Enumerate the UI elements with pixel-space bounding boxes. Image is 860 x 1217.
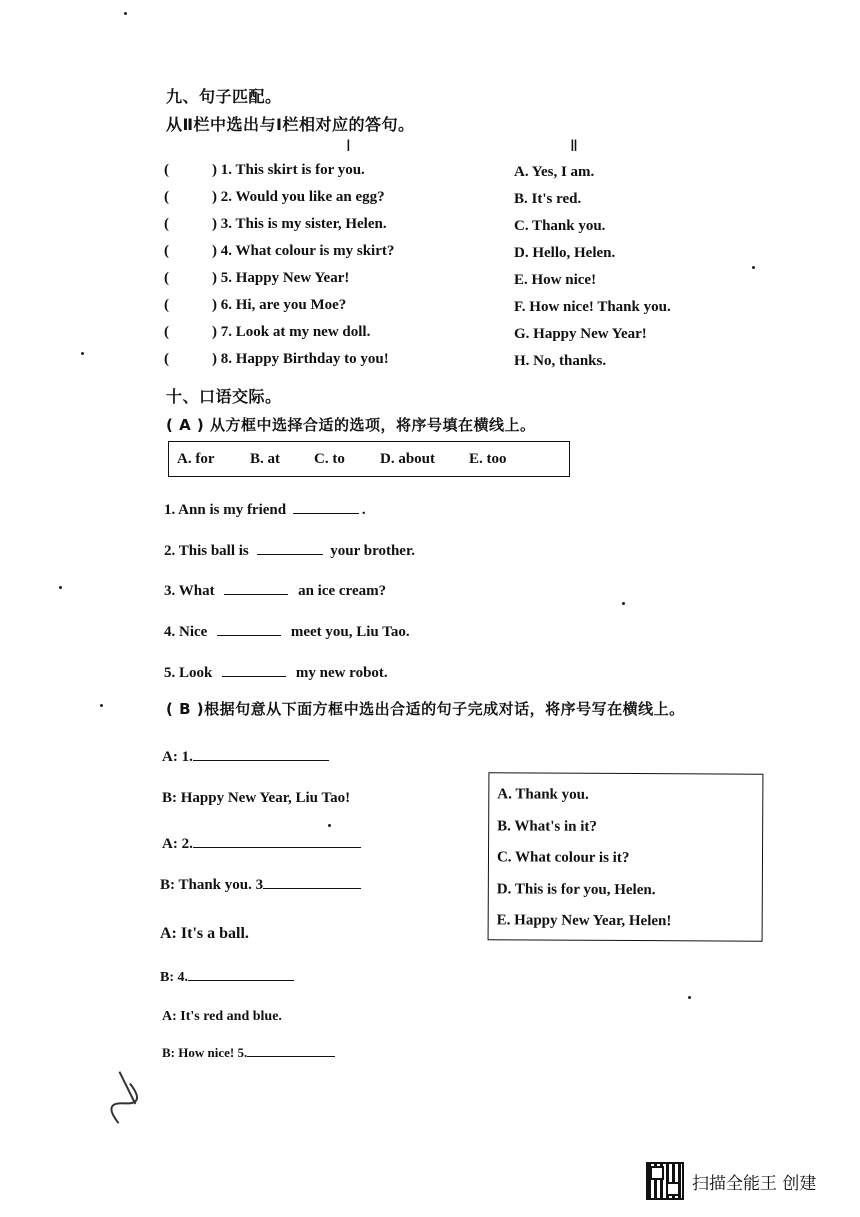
match-question	[164, 162, 365, 179]
part-a-instruction: ( A ) 从方框中选择合适的选项，将序号填在横线上。	[166, 416, 536, 434]
word-option: C. to	[314, 451, 345, 467]
dialogue-text: B: 4.	[160, 970, 188, 985]
answer-paren[interactable]: (	[164, 189, 169, 205]
sentence-option: E. Happy New Year, Helen!	[496, 912, 672, 930]
fill-item-text: .	[361, 502, 366, 518]
fill-item-text: 3. What	[164, 583, 215, 599]
answer-paren[interactable]: (	[164, 351, 169, 367]
question-text: ) 4. What colour is my skirt?	[212, 243, 395, 259]
scan-speck	[328, 824, 331, 827]
match-question	[164, 351, 389, 368]
fill-item	[164, 583, 386, 600]
match-question	[164, 216, 387, 233]
answer-blank[interactable]	[217, 634, 281, 636]
match-question	[164, 324, 370, 341]
answer-paren[interactable]: (	[164, 324, 169, 340]
scan-speck	[622, 602, 625, 605]
sentence-option: B. What's in it?	[497, 818, 597, 835]
match-answer: F. How nice! Thank you.	[514, 299, 671, 315]
match-answer: C. Thank you.	[514, 218, 606, 234]
column-1-header: Ⅰ	[346, 138, 351, 155]
question-text: ) 3. This is my sister, Helen.	[212, 216, 387, 232]
answer-blank[interactable]	[193, 759, 329, 761]
answer-blank[interactable]	[193, 846, 361, 848]
dialogue-text: A: It's a ball.	[160, 925, 249, 942]
fill-item-text: my new robot.	[295, 665, 388, 681]
scan-speck	[100, 704, 103, 707]
question-text: ) 5. Happy New Year!	[212, 270, 350, 286]
match-answer: D. Hello, Helen.	[514, 245, 616, 261]
answer-paren[interactable]: (	[164, 162, 169, 178]
section-10-title: 十、口语交际。	[166, 387, 282, 406]
scan-speck	[752, 266, 755, 269]
section-9-instruction: 从Ⅱ栏中选出与Ⅰ栏相对应的答句。	[166, 115, 415, 134]
match-question	[164, 270, 349, 287]
fill-item	[164, 502, 366, 519]
answer-blank[interactable]	[263, 887, 361, 889]
fill-item-text: your brother.	[330, 543, 415, 559]
match-question	[164, 297, 346, 314]
dialogue-line	[160, 925, 249, 943]
answer-blank[interactable]	[224, 593, 288, 595]
scan-speck	[81, 352, 84, 355]
match-answer: E. How nice!	[514, 272, 597, 288]
match-question	[164, 243, 394, 260]
dialogue-text: A: 2.	[162, 836, 193, 852]
handwritten-mark	[90, 1061, 160, 1136]
sentence-option: D. This is for you, Helen.	[496, 881, 656, 899]
answer-paren[interactable]: (	[164, 297, 169, 313]
word-options-box	[168, 441, 570, 477]
question-text: ) 7. Look at my new doll.	[212, 324, 371, 340]
scan-speck	[688, 996, 691, 999]
fill-item-text: meet you, Liu Tao.	[290, 624, 410, 640]
question-text: ) 6. Hi, are you Moe?	[212, 297, 347, 313]
answer-paren[interactable]: (	[164, 243, 169, 259]
sentence-options-box	[488, 772, 764, 941]
dialogue-line	[162, 1045, 335, 1061]
word-option: A. for	[177, 451, 215, 467]
word-option: B. at	[250, 451, 280, 467]
word-option: E. too	[469, 451, 507, 467]
column-2-header: Ⅱ	[570, 138, 578, 155]
dialogue-text: B: Thank you. 3	[160, 877, 264, 893]
fill-item	[164, 665, 388, 682]
qr-code-icon	[646, 1162, 684, 1200]
answer-blank[interactable]	[222, 675, 286, 677]
dialogue-text: B: Happy New Year, Liu Tao!	[162, 790, 351, 806]
question-text: ) 2. Would you like an egg?	[212, 189, 385, 205]
fill-item-text: 5. Look	[164, 665, 213, 681]
match-answer: H. No, thanks.	[514, 353, 607, 369]
match-question	[164, 189, 385, 206]
fill-item-text: 4. Nice	[164, 624, 208, 640]
dialogue-text: A: 1.	[162, 749, 193, 765]
sentence-option: A. Thank you.	[497, 786, 589, 803]
part-b-instruction: ( B )根据句意从下面方框中选出合适的句子完成对话，将序号写在横线上。	[166, 700, 685, 718]
dialogue-text: A: It's red and blue.	[162, 1009, 282, 1024]
match-answer: A. Yes, I am.	[514, 164, 595, 180]
fill-item	[164, 624, 410, 641]
answer-paren[interactable]: (	[164, 216, 169, 232]
dialogue-line	[160, 877, 361, 894]
dialogue-line	[162, 1009, 282, 1025]
dialogue-text: B: How nice! 5.	[162, 1045, 248, 1060]
question-text: ) 8. Happy Birthday to you!	[212, 351, 389, 367]
answer-paren[interactable]: (	[164, 270, 169, 286]
fill-item	[164, 543, 415, 560]
dialogue-line	[162, 749, 329, 766]
scan-speck	[59, 586, 62, 589]
dialogue-line	[162, 790, 350, 807]
scanner-footer	[646, 1162, 816, 1200]
answer-blank[interactable]	[293, 512, 359, 514]
section-9-title: 九、句子匹配。	[166, 87, 282, 106]
fill-item-text: 2. This ball is	[164, 543, 249, 559]
answer-blank[interactable]	[257, 553, 323, 555]
scan-speck	[124, 12, 127, 15]
match-answer: B. It's red.	[514, 191, 582, 207]
answer-blank[interactable]	[247, 1055, 335, 1057]
match-answer: G. Happy New Year!	[514, 326, 647, 342]
answer-blank[interactable]	[188, 979, 294, 981]
word-option: D. about	[380, 451, 436, 467]
fill-item-text: an ice cream?	[298, 583, 387, 599]
fill-item-text: 1. Ann is my friend	[164, 502, 287, 518]
dialogue-line	[162, 836, 361, 853]
dialogue-line	[160, 970, 294, 986]
sentence-option: C. What colour is it?	[496, 849, 630, 867]
question-text: ) 1. This skirt is for you.	[212, 162, 365, 178]
footer-text: 扫描全能王 创建	[692, 1173, 817, 1194]
